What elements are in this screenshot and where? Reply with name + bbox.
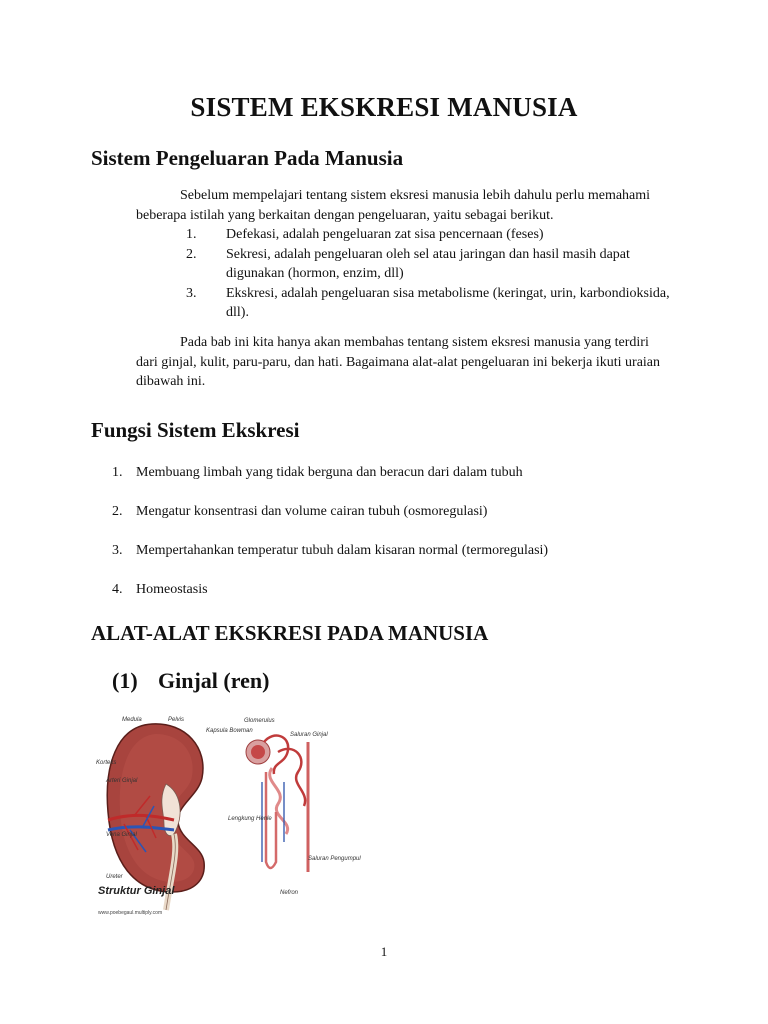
label-medula: Medula <box>122 717 142 723</box>
closing-paragraph: Pada bab ini kita hanya akan membahas tentang sistem eksresi manusia yang terdiri dari ginjal, kulit, paru-paru, dan hati. Bagaimana alat-alat pengeluaran ini bekerja ikuti uraian dibawah ini. <box>136 335 661 389</box>
list-item-number: 1. <box>112 465 123 480</box>
label-pelvis: Pelvis <box>168 717 185 723</box>
list-item-number: 2. <box>112 504 123 519</box>
list-item-text: Homeostasis <box>136 582 208 597</box>
label-henle: Lengkung Henle <box>228 816 272 822</box>
list-item <box>112 541 712 580</box>
list-item-number: 3. <box>186 285 197 301</box>
section-heading-fungsi: Fungsi Sistem Ekskresi <box>91 418 300 442</box>
page-number: 1 <box>380 944 388 959</box>
list-item-text: Defekasi, adalah pengeluaran zat sisa pencernaan (feses) <box>226 227 544 242</box>
list-item-number: 3. <box>112 543 123 558</box>
kidney-structure-figure <box>94 712 364 922</box>
list-item <box>112 580 712 619</box>
label-saluran-ginjal: Saluran Ginjal <box>290 732 328 738</box>
list-item-text: Mengatur konsentrasi dan volume cairan tubuh (osmoregulasi) <box>136 504 488 519</box>
label-korteks: Korteks <box>96 760 117 766</box>
document-title: SISTEM EKSKRESI MANUSIA <box>190 92 578 122</box>
list-item-number: 4. <box>112 582 123 597</box>
figure-caption: Struktur Ginjal <box>98 885 175 897</box>
list-item <box>112 502 712 541</box>
label-glomerulus: Glomerulus <box>244 718 275 724</box>
list-item <box>112 463 712 502</box>
list-item <box>186 284 676 323</box>
intro-paragraph: Sebelum mempelajari tentang sistem eksresi manusia lebih dahulu perlu memahami beberapa istilah yang berkaitan dengan pengeluaran, yaitu sebagai berikut. <box>136 188 651 223</box>
list-item-number: 1. <box>186 227 197 242</box>
list-item-number: 2. <box>186 246 197 262</box>
label-kapsula: Kapsula Bowman <box>206 728 253 734</box>
function-list <box>112 463 712 619</box>
list-item-text: Mempertahankan temperatur tubuh dalam kisaran normal (termoregulasi) <box>136 543 549 558</box>
list-item-text: Sekresi, adalah pengeluaran oleh sel atau jaringan dan hasil masih dapat digunakan (hormon, enzim, dll) <box>226 246 630 281</box>
subheading-ginjal <box>112 668 269 694</box>
label-vena: Vena Ginjal <box>106 832 137 838</box>
list-item-text: Ekskresi, adalah pengeluaran sisa metabolisme (keringat, urin, karbondioksida, dll). <box>226 285 670 320</box>
list-item <box>186 245 676 284</box>
subheading-text: Ginjal (ren) <box>158 668 270 693</box>
list-item <box>186 225 676 245</box>
list-item-text: Membuang limbah yang tidak berguna dan beracun dari dalam tubuh <box>136 465 523 480</box>
label-nefron: Nefron <box>280 890 299 896</box>
figure-source: www.poebegaul.multiply.com <box>98 910 163 916</box>
label-ureter: Ureter <box>106 874 123 880</box>
label-arteri: Arteri Ginjal <box>106 778 138 784</box>
section-heading-alat: ALAT-ALAT EKSKRESI PADA MANUSIA <box>91 621 489 645</box>
definition-list <box>186 225 676 323</box>
nephron-illustration <box>246 736 308 872</box>
label-pengumpul: Saluran Pengumpul <box>308 856 361 862</box>
subheading-number: (1) <box>112 668 138 693</box>
section-heading-pengeluaran: Sistem Pengeluaran Pada Manusia <box>91 146 404 170</box>
